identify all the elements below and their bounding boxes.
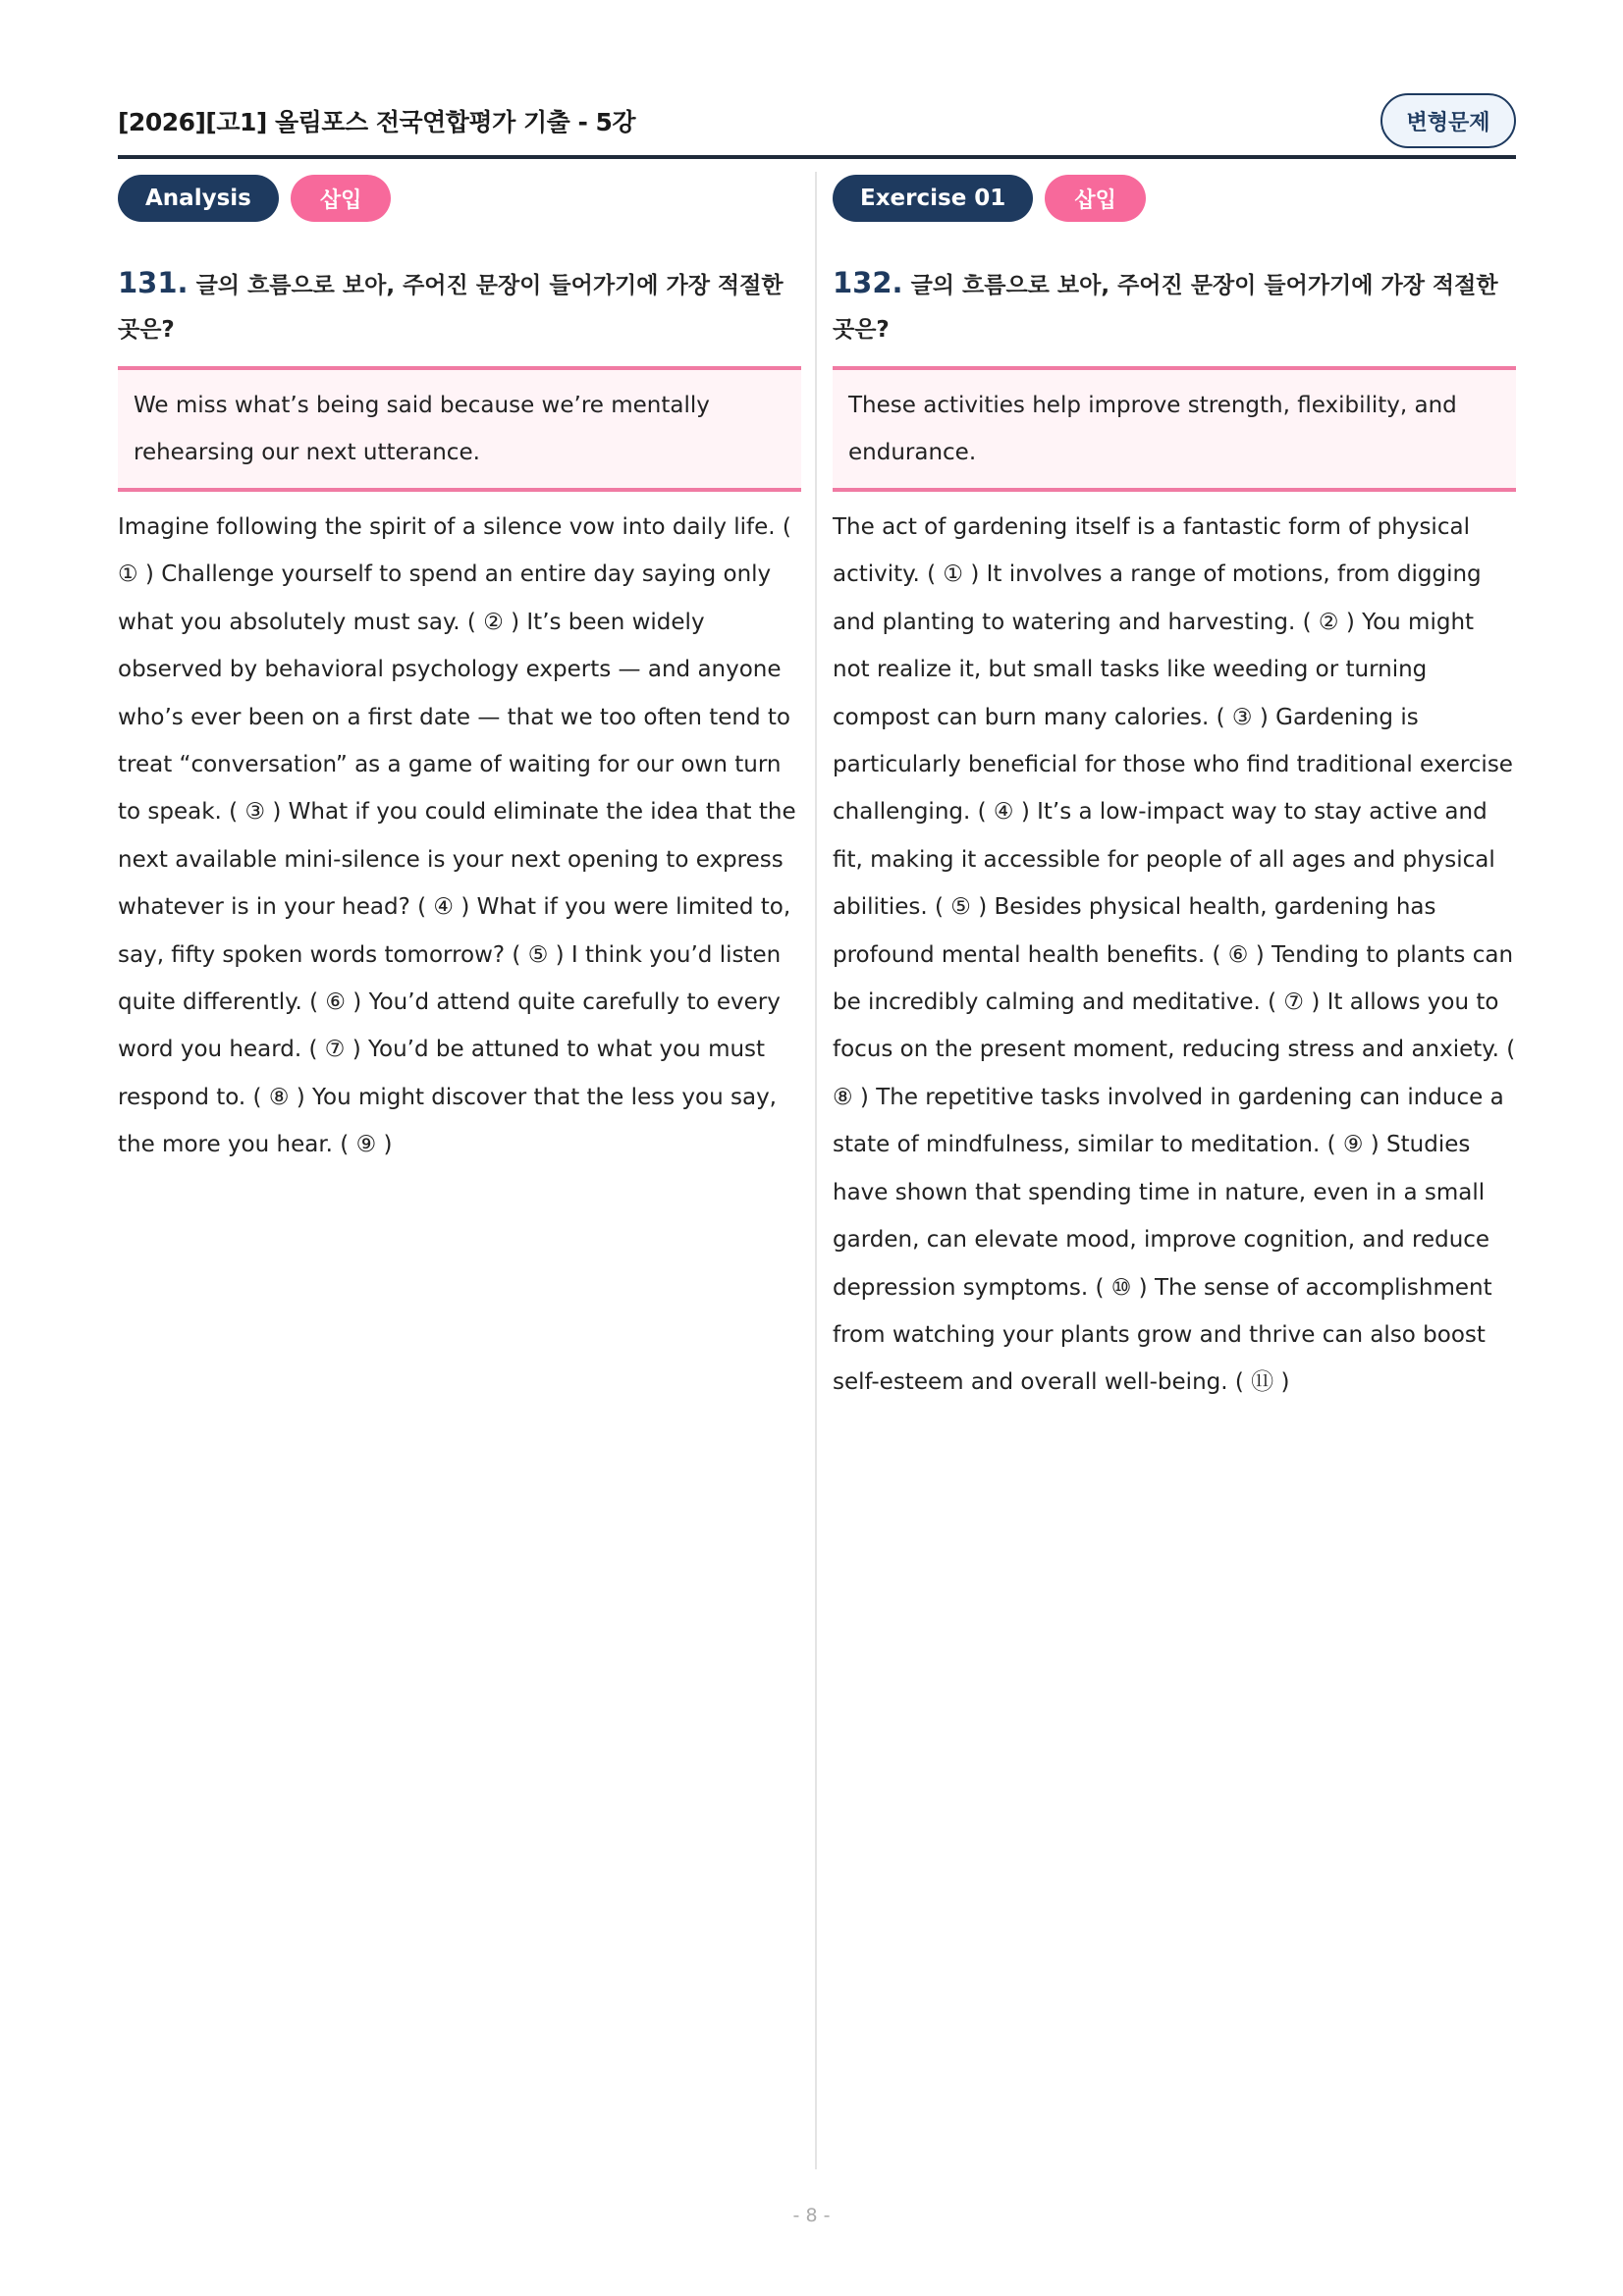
type-badge: 변형문제 bbox=[1380, 93, 1516, 148]
right-column bbox=[833, 175, 1516, 1407]
question bbox=[833, 261, 1516, 352]
category-badge: 삽입 bbox=[1045, 175, 1146, 222]
given-sentence: These activities help improve strength, flexibility, and endurance. bbox=[833, 366, 1516, 492]
question-text: 글의 흐름으로 보아, 주어진 문장이 들어가기에 가장 적절한 곳은? bbox=[833, 273, 1498, 343]
page-number: - 8 - bbox=[792, 2205, 831, 2226]
column-divider bbox=[815, 172, 817, 2169]
question bbox=[118, 261, 801, 352]
left-column bbox=[118, 175, 801, 1169]
header-rule bbox=[118, 155, 1516, 159]
tag-badge: Exercise 01 bbox=[833, 175, 1033, 222]
question-text: 글의 흐름으로 보아, 주어진 문장이 들어가기에 가장 적절한 곳은? bbox=[118, 273, 784, 343]
tag-badge: Analysis bbox=[118, 175, 279, 222]
page-header bbox=[118, 93, 1516, 154]
document-title: [2026][고1] 올림포스 전국연합평가 기출 - 5강 bbox=[118, 108, 636, 136]
question-number: 132. bbox=[833, 266, 903, 299]
badges bbox=[118, 175, 801, 222]
badges bbox=[833, 175, 1516, 222]
question-number: 131. bbox=[118, 266, 189, 299]
given-sentence: We miss what’s being said because we’re mentally rehearsing our next utterance. bbox=[118, 366, 801, 492]
passage: Imagine following the spirit of a silence vow into daily life. ( ① ) Challenge yourself to spend an entire day saying only what you absolutely must say. ( ② ) It’s been widely observed by behavioral psychology experts — and anyone who’s ever been on a first date — that we too often tend to treat “conversation” as a game of waiting for our own turn to speak. ( ③ ) What if you could eliminate the idea that the next available mini-silence is your next opening to express whatever is in your head? ( ④ ) What if you were limited to, say, fifty spoken words tomorrow? ( ⑤ ) I think you’d listen quite differently. ( ⑥ ) You’d attend quite carefully to every word you heard. ( ⑦ ) You’d be attuned to what you must respond to. ( ⑧ ) You might discover that the less you say, the more you hear. ( ⑨ ) bbox=[118, 514, 796, 1158]
passage: The act of gardening itself is a fantastic form of physical activity. ( ① ) It involves a range of motions, from digging and planting to watering and harvesting. ( ② ) You might not realize it, but small tasks like weeding or turning compost can burn many calories. ( ③ ) Gardening is particularly beneficial for those who find traditional exercise challenging. ( ④ ) It’s a low-impact way to stay active and fit, making it accessible for people of all ages and physical abilities. ( ⑤ ) Besides physical health, gardening has profound mental health benefits. ( ⑥ ) Tending to plants can be incredibly calming and meditative. ( ⑦ ) It allows you to focus on the present moment, reducing stress and anxiety. ( ⑧ ) The repetitive tasks involved in gardening can induce a state of mindfulness, similar to meditation. ( ⑨ ) Studies have shown that spending time in nature, even in a small garden, can elevate mood, improve cognition, and reduce depression symptoms. ( ⑩ ) The sense of accomplishment from watching your plants grow and thrive can also boost self-esteem and overall well-being. ( ⑪ ) bbox=[833, 514, 1516, 1396]
category-badge: 삽입 bbox=[291, 175, 392, 222]
